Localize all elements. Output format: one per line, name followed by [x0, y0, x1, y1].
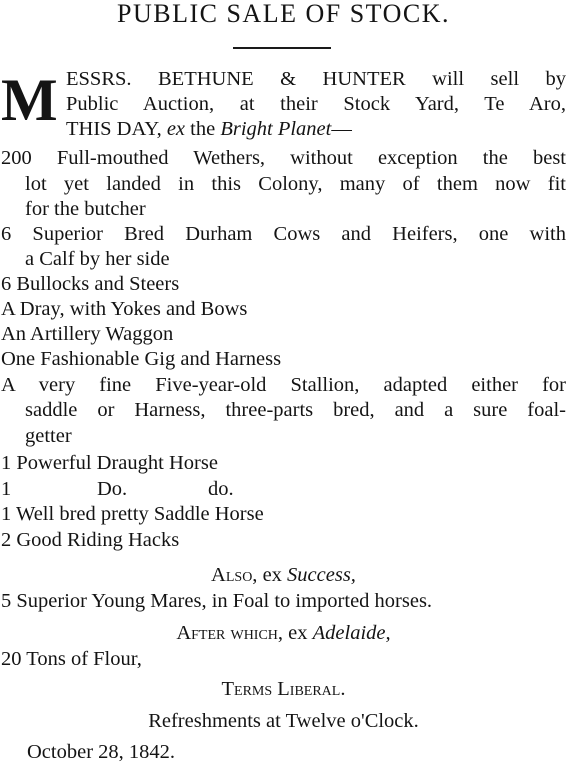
item-waggon: An Artillery Waggon: [1, 323, 174, 345]
item-stallion-line-3: getter: [25, 425, 72, 447]
intro-line-2: Public Auction, at their Stock Yard, Te Aro,: [66, 93, 566, 115]
item-draught-ditto-qty: 1: [1, 478, 12, 500]
item-bullocks: 6 Bullocks and Steers: [1, 273, 180, 295]
item-stallion-line-2: saddle or Harness, three-parts bred, and a sure foal-: [25, 399, 566, 421]
item-draught-horse: 1 Powerful Draught Horse: [1, 452, 218, 474]
intro-line-1: ESSRS. BETHUNE & HUNTER will sell by: [66, 68, 566, 90]
intro-ex: ex: [166, 118, 186, 140]
item-cows-line-2: a Calf by her side: [25, 248, 170, 270]
also-heading: [0, 563, 567, 587]
also-ex: ex: [262, 564, 282, 586]
intro-line-3: [66, 117, 352, 141]
item-stallion-line-1: A very fine Five-year-old Stallion, adapted either for: [1, 374, 566, 396]
ship-name-success: Success,: [287, 564, 356, 586]
after-label: After which,: [176, 622, 284, 644]
item-mares: 5 Superior Young Mares, in Foal to imported horses.: [1, 590, 433, 612]
item-cows-line-1: 6 Superior Bred Durham Cows and Heifers, one with: [1, 223, 566, 245]
intro-dash: —: [331, 118, 352, 140]
title-rule: [233, 47, 331, 49]
ad-date: October 28, 1842.: [27, 741, 176, 763]
also-label: Also,: [211, 564, 258, 586]
item-dray: A Dray, with Yokes and Bows: [1, 298, 248, 320]
item-draught-ditto-2: do.: [208, 478, 234, 500]
after-heading: [0, 621, 567, 645]
drop-cap: M: [1, 67, 58, 133]
intro-the: the: [190, 118, 216, 140]
ad-title: PUBLIC SALE OF STOCK.: [117, 0, 450, 28]
refreshments: Refreshments at Twelve o'Clock.: [148, 710, 419, 732]
item-saddle-horse: 1 Well bred pretty Saddle Horse: [1, 503, 264, 525]
item-wethers-line-3: for the butcher: [25, 198, 146, 220]
item-gig: One Fashionable Gig and Harness: [1, 348, 282, 370]
item-flour: 20 Tons of Flour,: [1, 648, 142, 670]
intro-this-day: THIS DAY,: [66, 118, 162, 140]
item-wethers-line-1: 200 Full-mouthed Wethers, without exception the best: [1, 147, 566, 169]
item-wethers-line-2: lot yet landed in this Colony, many of them now fit: [25, 173, 566, 195]
ship-name-adelaide: Adelaide,: [312, 622, 391, 644]
terms: Terms Liberal.: [221, 678, 346, 700]
ship-name-bright-planet: Bright Planet: [220, 118, 332, 140]
item-draught-ditto-1: Do.: [97, 478, 128, 500]
item-riding-hacks: 2 Good Riding Hacks: [1, 529, 180, 551]
after-ex: ex: [288, 622, 308, 644]
